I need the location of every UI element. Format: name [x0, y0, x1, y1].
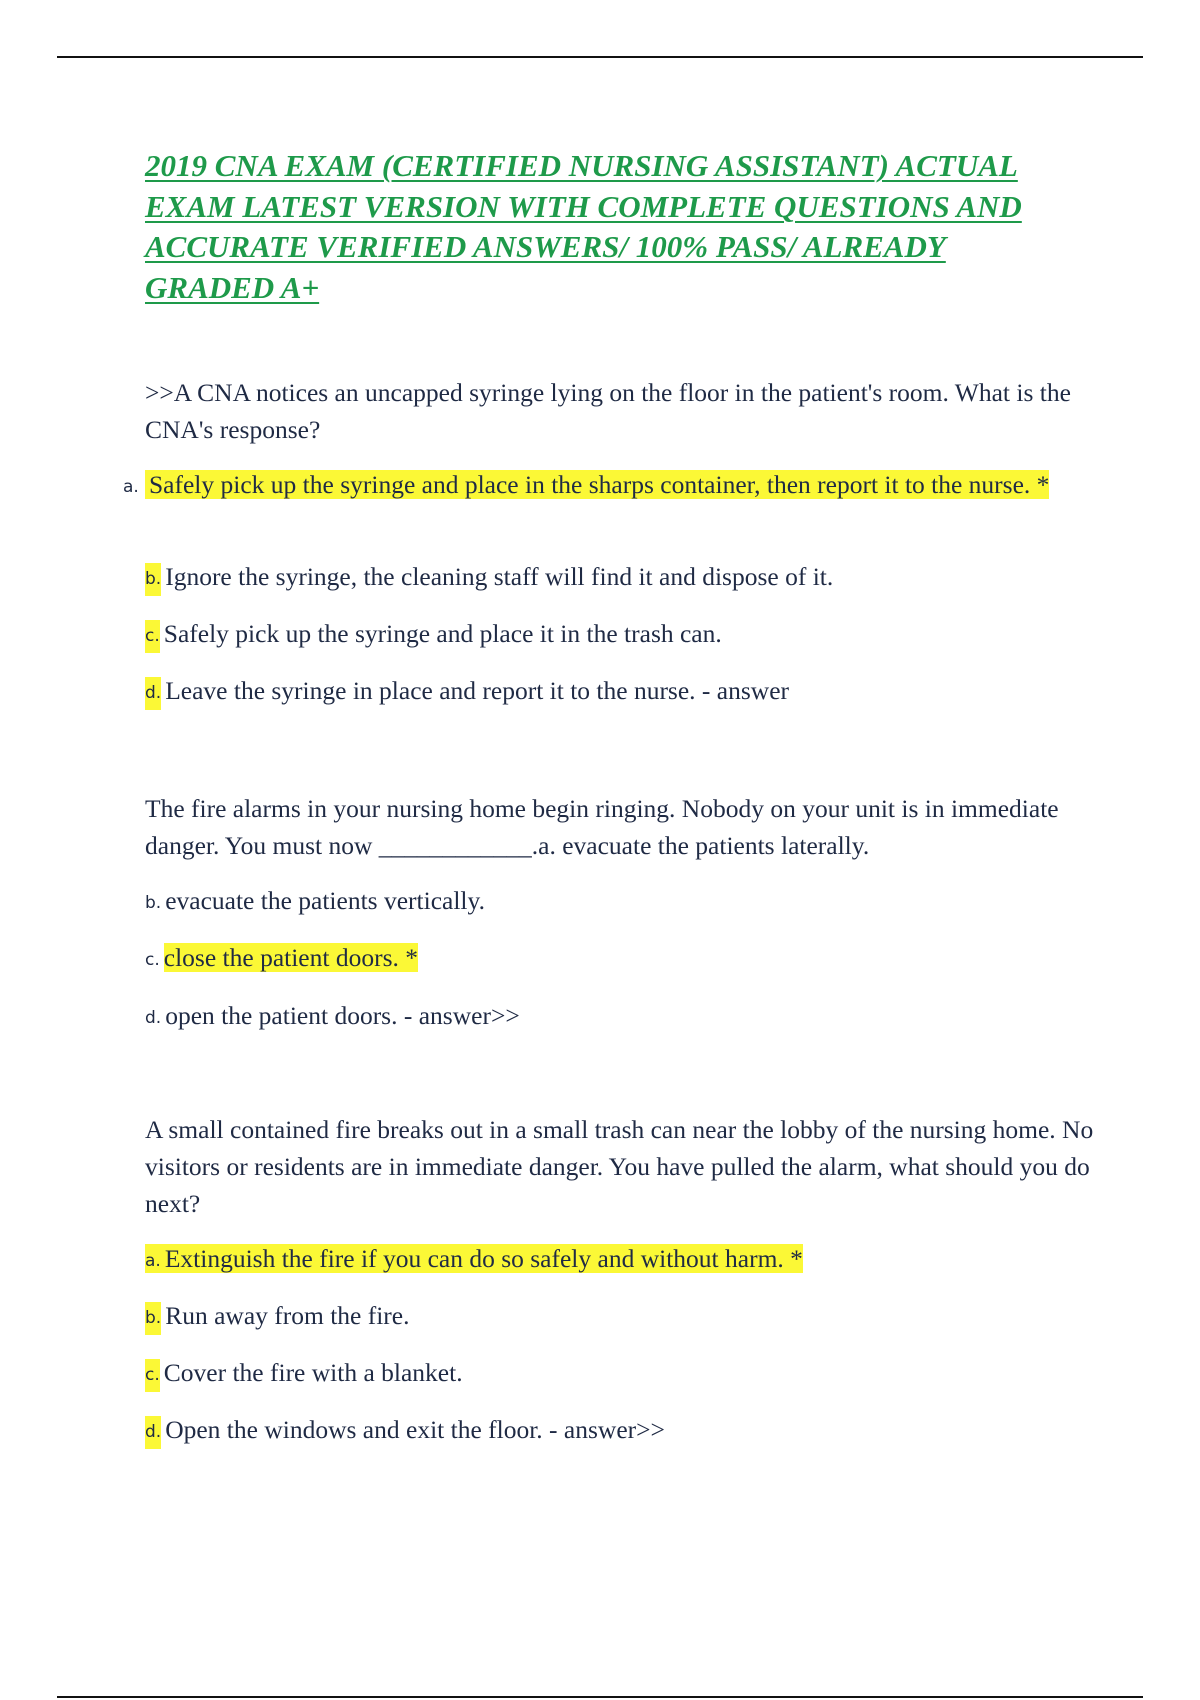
question-text: >>A CNA notices an uncapped syringe lying on the floor in the patient's room. What is the CNA's response?	[145, 378, 1071, 444]
option-text: close the patient doors. *	[163, 943, 418, 972]
question-1-option-d	[145, 674, 789, 710]
option-letter: d.	[145, 1008, 162, 1028]
question-1	[123, 374, 1105, 705]
document-title: 2019 CNA EXAM (CERTIFIED NURSING ASSISTANT) ACTUAL EXAM LATEST VERSION WITH COMPLETE QUESTIONS AND ACCURATE VERIFIED ANSWERS/ 100% PASS/ ALREADY GRADED A+	[145, 148, 1022, 305]
question-text: The fire alarms in your nursing home begin ringing. Nobody on your unit is in immediate danger. You must now ____________.a. evacuate the patients laterally.	[145, 794, 1059, 860]
bottom-divider	[57, 1696, 1143, 1698]
question-2-option-b	[145, 884, 485, 920]
option-text: Safely pick up the syringe and place in the sharps container, then report it to the nurse. *	[149, 470, 1050, 499]
option-text: Safely pick up the syringe and place it in the trash can.	[163, 619, 722, 648]
option-text: Ignore the syringe, the cleaning staff will find it and dispose of it.	[165, 562, 834, 591]
question-1-option-b	[145, 560, 833, 596]
option-text: open the patient doors. - answer>>	[165, 1001, 520, 1030]
option-letter: c.	[145, 950, 160, 970]
top-divider	[57, 56, 1143, 58]
option-letter: b.	[145, 893, 162, 913]
question-2-option-d	[145, 999, 520, 1035]
question-2	[145, 790, 1105, 1030]
question-text: A small contained fire breaks out in a small trash can near the lobby of the nursing home. No visitors or residents are in immediate danger. You have pulled the alarm, what should you do next?	[145, 1115, 1094, 1218]
question-1-option-a: a. Safely pick up the syringe and place in the sharps container, then report it to the nurse. *	[123, 470, 1050, 499]
question-3-option-c	[145, 1356, 463, 1392]
question-2-option-c	[145, 941, 418, 977]
option-letter: d.	[145, 1416, 161, 1449]
option-text: Run away from the fire.	[165, 1301, 410, 1330]
option-text: evacuate the patients vertically.	[165, 886, 485, 915]
option-text: Open the windows and exit the floor. - answer>>	[165, 1415, 665, 1444]
option-letter: a.	[145, 1251, 161, 1271]
option-letter: c.	[145, 1359, 160, 1392]
option-letter: b.	[145, 1302, 161, 1335]
option-letter: d.	[145, 677, 161, 710]
question-1-option-c	[145, 617, 722, 653]
question-3	[145, 1111, 1105, 1444]
option-text: Extinguish the fire if you can do so safely and without harm. *	[164, 1244, 803, 1273]
question-3-option-b	[145, 1299, 410, 1335]
option-text: Leave the syringe in place and report it to the nurse. - answer	[165, 676, 790, 705]
option-letter: c.	[145, 620, 160, 653]
option-text: Cover the fire with a blanket.	[163, 1358, 463, 1387]
question-3-option-a	[145, 1242, 803, 1278]
option-letter: b.	[145, 563, 161, 596]
question-3-option-d	[145, 1413, 665, 1449]
